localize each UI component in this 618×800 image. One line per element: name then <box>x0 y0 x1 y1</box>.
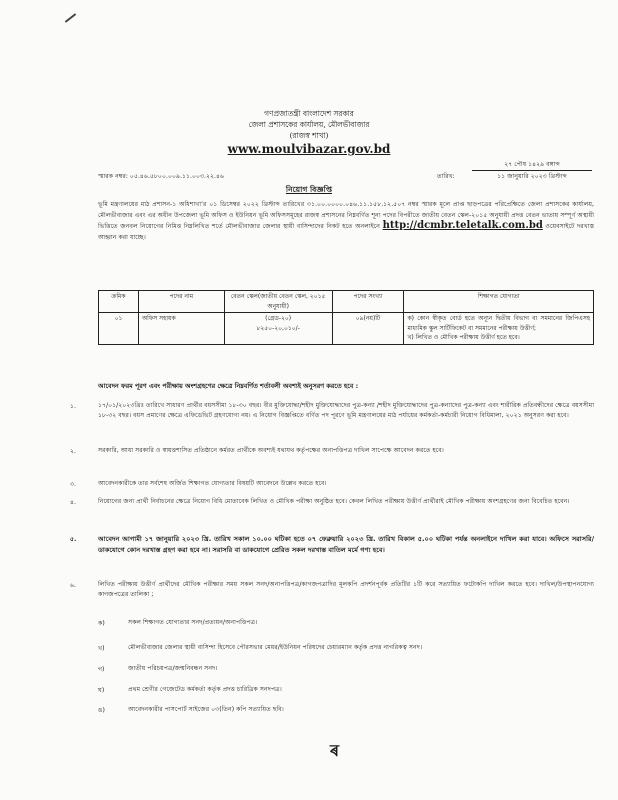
qualification-a: ক) কোন স্বীকৃত বোর্ড হতে অন্যূন দ্বিতীয় বিভাগ বা সমমানের জিপিএসহ মাধ্যমিক স্কুল সার্টিফিকেট বা সমমানের পরীক্ষায় উত্তীর্ণ; <box>407 315 590 332</box>
doc-item-photos: আবেদনকারীর পাসপোর্ট সাইজের ০৩(তিন) কপি সত্যায়িত ছবি। <box>128 706 284 713</box>
notice-title: নিয়োগ বিজ্ঞপ্তি <box>285 185 333 194</box>
col-post: পদের নাম <box>138 291 224 313</box>
condition-2: সরকারি, আধা সরকারি ও স্বায়ত্তশাসিত প্রতিষ্ঠানে কর্মরত প্রার্থীকে অবশ্যই যথাযথ কর্তৃপক্ষের অনাপত্তিপত্র দাখিল সাপেক্ষে আবেদন করতে হবে। <box>98 447 444 454</box>
govt-name: গণপ্রজাতন্ত্রী বাংলাদেশ সরকার <box>264 109 354 118</box>
col-serial: ক্রমিক <box>99 291 139 313</box>
doc-item-nid: জাতীয় পরিচয়পত্র/জন্মনিবন্ধন সনদ। <box>128 665 218 672</box>
cell-post: অফিস সহায়ক <box>138 313 224 345</box>
section-name: (রাজস্ব শাখা) <box>289 131 329 140</box>
office-name: জেলা প্রশাসকের কার্যালয়, মৌলভীবাজার <box>248 120 370 129</box>
cell-post-count: ০৯(নয়)টি <box>332 313 404 345</box>
pen-mark <box>65 13 76 23</box>
memo-number: স্মারক নম্বর: ০৫.৪৬.৫৮০০.০০৯.১১.০০৩.২২.৪৬ <box>98 173 225 180</box>
condition-number: ৫. <box>70 536 77 543</box>
cell-grade: (গ্রেড-২০) <box>265 315 292 322</box>
cell-serial: ০১ <box>99 313 139 345</box>
condition-number: ৬. <box>70 582 76 589</box>
website-link[interactable]: www.moulvibazar.gov.bd <box>227 142 391 156</box>
vacancy-table <box>98 290 594 345</box>
doc-marker: খ) <box>98 645 105 652</box>
doc-marker: গ) <box>98 666 105 673</box>
condition-number: ৪. <box>70 499 76 506</box>
condition-4: নিয়োগের জন্য প্রার্থী নির্বাচনের ক্ষেত্রে নিয়োগ বিধি মোতাবেক লিখিত ও মৌখিক পরীক্ষা অনুষ্ঠিত হবে। কেবল লিখিত পরীক্ষায় উত্তীর্ণ প্রার্থীরাই মৌখিক পরীক্ষায় অংশগ্রহণের জন্য বিবেচিত হবেন। <box>98 498 570 505</box>
application-url[interactable]: http://dcmbr.teletalk.com.bd <box>382 220 543 231</box>
condition-number: ৩. <box>70 481 76 488</box>
intro-paragraph <box>98 200 594 243</box>
col-qualification: শিক্ষাগত যোগ্যতা <box>404 291 594 313</box>
cell-pay-scale <box>224 313 332 345</box>
doc-item-character: প্রথম শ্রেণীর গেজেটেড কর্মকর্তা কর্তৃক প্রদত্ত চারিত্রিক সনদপত্র। <box>128 686 282 693</box>
intro-text: ভূমি মন্ত্রণালয়ের মাঠ প্রশাসন-১ অধিশাখা’র ০১ ডিসেম্বর ২০২২ খ্রিস্টাব্দ তারিখের ৩১.০০.০০০০.০৪৬.১১.১৫৮.১২.৫০৭ নম্বর স্মারক মূলে প্রাপ্ত ছাড়পত্রের পরিপ্রেক্ষিতে জেলা প্রশাসকের কার্যালয়, মৌলভীবাজার এবং এর অধীন উপজেলা ভূমি অফিস ও ইউনিয়ন ভূমি অফিসসমূহের রাজস্ব প্রশাসনের নিম্নবর্ণিত শূন্য পদের বিপরীতে জাতীয় বেতন স্কেল-২০১৫ অনুযায়ী প্রদত্ত বেতন ভাতায় সম্পূর্ণ অস্থায়ী ভিত্তিতে জনবল নিয়োগের নিমিত্ত নিম্নলিখিত শর্তে মৌলভীবাজার জেলার স্থায়ী বাসিন্দাদের নিকট হতে অনলাইনে <box>98 201 594 230</box>
condition-5-deadline: আবেদন আগামী ১৭ জানুয়ারি ২০২৩ খ্রি. তারিখ সকাল ১০.০০ ঘটিকা হতে ০৭ ফেব্রুয়ারি ২০২৩ খ্রি. তারিখ বিকাল ৫.০০ ঘটিকা পর্যন্ত অনলাইনে দাখিল করা যাবে। অফিসে সরাসরি/ডাকযোগে কোন দরখাস্ত গ্রহণ করা হবে না। সরাসরি বা ডাকযোগে প্রেরিত সকল দরখাস্ত বাতিল মর্মে গণ্য হবে। <box>98 535 594 554</box>
qualification-b: খ) লিখিত ও মৌখিক পরীক্ষায় উত্তীর্ণ হতে হবে। <box>407 334 520 341</box>
doc-marker: ক) <box>98 620 105 627</box>
cell-scale: ৮২৫০-২০,০১০/- <box>256 324 300 332</box>
cell-qualification <box>404 313 594 345</box>
condition-number: ১. <box>70 403 76 410</box>
doc-item-citizenship: মৌলভীবাজার জেলার স্থায়ী বাসিন্দা হিসেবে পৌরসভার মেয়র/ইউনিয়ন পরিষদের চেয়ারম্যান কর্তৃক প্রদত্ত নাগরিকত্ব সনদ। <box>128 644 423 651</box>
doc-item-certificates: সকল শিক্ষাগত যোগ্যতার সনদ/প্রত্যয়ন/অনাপত্তিপত্র। <box>128 619 258 626</box>
col-post-count: পদের সংখ্যা <box>332 291 404 313</box>
condition-6: লিখিত পরীক্ষায় উত্তীর্ণ প্রার্থীদের মৌখিক পরীক্ষার সময় সকল সনদ/অনাপত্তিপত্র/কাগজপত্রাদির মূলকপি প্রদর্শনপূর্বক প্রতিটির ১টি করে সত্যায়িত ফটোকপি দাখিল করতে হবে। দাখিল/উপস্থাপনযোগ্য কাগজপত্রের তালিকা ; <box>98 581 594 599</box>
date-english: ১১ জানুয়ারি ২০২৩ খ্রিস্টাব্দ <box>497 173 567 180</box>
condition-number: ২. <box>70 448 76 455</box>
table-header-row <box>99 291 594 313</box>
col-pay-scale: বেতন স্কেল(জাতীয় বেতন স্কেল, ২০১৫ অনুযায়ী) <box>224 291 332 313</box>
date-bangla: ২৭ পৌষ ১৪২৯ বঙ্গাব্দ <box>472 160 592 171</box>
condition-3: আবেদনকারীকে তার সর্বশেষ অর্জিত শিক্ষাগত যোগ্যতার বিষয়টি আবেদনে উল্লেখ করতে হবে। <box>98 480 327 487</box>
doc-marker: ঘ) <box>98 687 105 694</box>
conditions-heading: আবেদন ফরম পূরণ এবং পরীক্ষায় অংশগ্রহণের ক্ষেত্রে নিম্নবর্ণিত শর্তাবলী অবশ্যই অনুসরণ করতে হবে : <box>98 382 359 390</box>
date-label: তারিখ: <box>437 173 455 180</box>
handwritten-initial: ৰ <box>330 741 340 760</box>
intro-suffix: ওয়েবসাইটে দরখাস্ত আহ্বান করা যাচ্ছে। <box>98 223 595 241</box>
condition-1: ১৭/০১/২০২৩খ্রিঃ তারিখে সাধারণ প্রার্থীর বয়সসীমা ১৮-৩০ বছর। বীর মুক্তিযোদ্ধা/শহীদ মুক্তিযোদ্ধাদের পুত্র-কন্যা /শহীদ মুক্তিযোদ্ধাদের পুত্র-কন্যাদের পুত্র-কন্যা এবং শারীরিক প্রতিবন্ধীদের ক্ষেত্রে বয়সসীমা ১৮-৩২ বছর। বয়স প্রমাণের ক্ষেত্রে এফিডেভিট গ্রহণযোগ্য নয়। এ নিয়োগ বিজ্ঞপ্তিতে বর্ণিত পদ পূরণে ভূমি মন্ত্রণালয়ের মাঠ পর্যায়ের কর্মকর্তা-কর্মচারী নিয়োগ বিধিমালা, ২০২১ অনুসরণ করা হবে। <box>98 402 594 420</box>
doc-marker: ঙ) <box>98 707 105 714</box>
table-row <box>99 313 594 345</box>
